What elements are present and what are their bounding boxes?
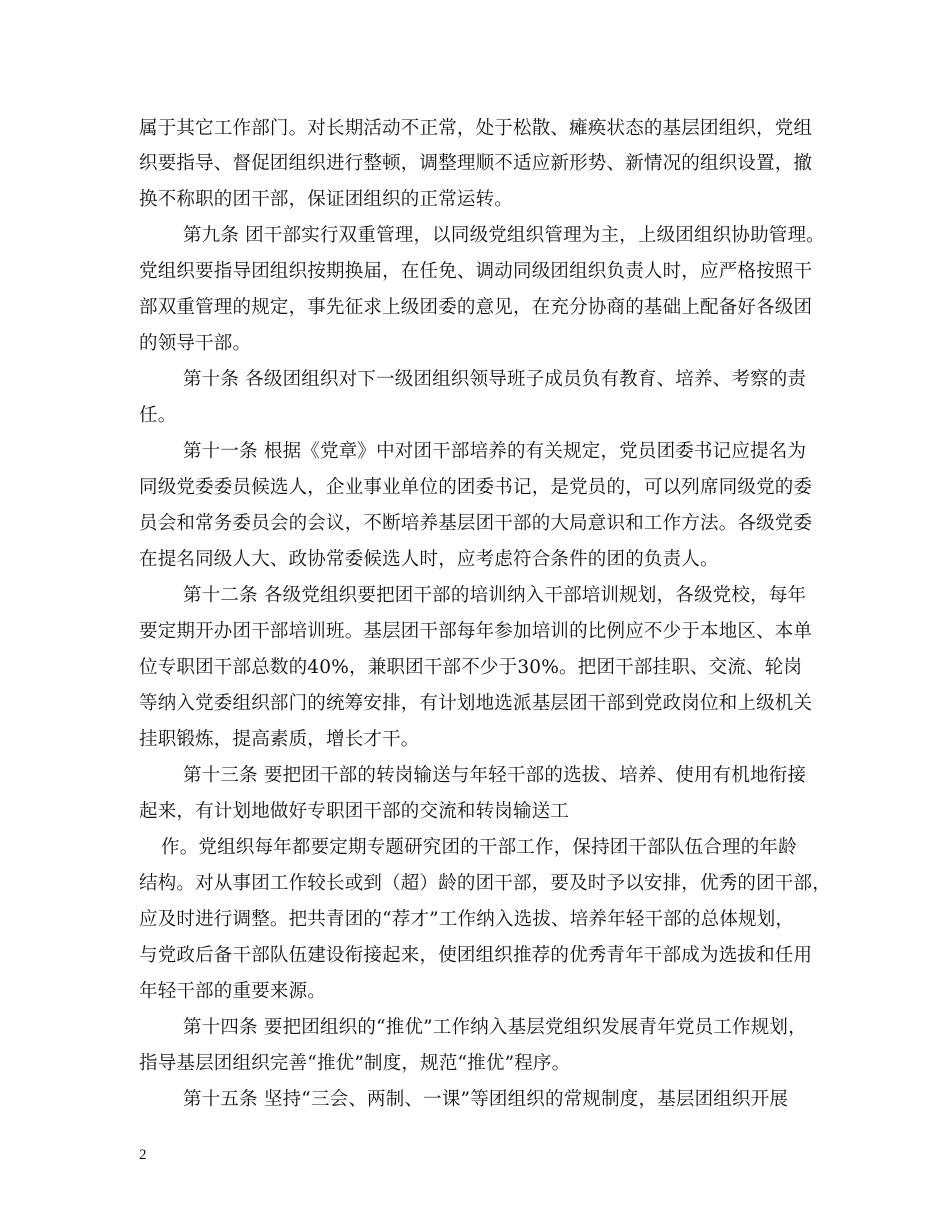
text-line: 指导基层团组织完善“推优”制度，规范“推优”程序。 [139,1053,571,1074]
text-line: 要定期开办团干部培训班。基层团干部每年参加培训的比例应不少于本地区、本单 [139,621,813,642]
text-line: 第十三条 要把团干部的转岗输送与年轻干部的选拔、培养、使用有机地衔接 [183,765,807,786]
text-line: 织要指导、督促团组织进行整顿，调整理顺不适应新形势、新情况的组织设置，撤 [139,153,813,174]
text-line: 任。 [139,405,177,426]
text-line: 起来，有计划地做好专职团干部的交流和转岗输送工 [139,801,570,822]
page-number: 2 [139,1147,147,1163]
text-line: 属于其它工作部门。对长期活动不正常，处于松散、瘫痪状态的基层团组织，党组 [139,118,813,139]
text-line: 第十一条 根据《党章》中对团干部培养的有关规定，党员团委书记应提名为 [183,441,807,462]
text-line: 员会和常务委员会的会议，不断培养基层团干部的大局意识和工作方法。各级党委 [139,513,813,534]
text-line: 等纳入党委组织部门的统筹安排，有计划地选派基层团干部到党政岗位和上级机关 [139,693,813,714]
text-line: 年轻干部的重要来源。 [139,981,327,1002]
text-line: 应及时进行调整。把共青团的“荐才”工作纳入选拔、培养年轻干部的总体规划， [139,909,795,930]
text-line: 第十二条 各级党组织要把团干部的培训纳入干部培训规划，各级党校，每年 [183,585,807,606]
text-line: 与党政后备干部队伍建设衔接起来，使团组织推荐的优秀青年干部成为选拔和任用 [139,945,813,966]
text-line: 第十四条 要把团组织的“推优”工作纳入基层党组织发展青年党员工作规划， [183,1017,807,1038]
text-line: 第九条 团干部实行双重管理，以同级党组织管理为主，上级团组织协助管理。 [183,225,825,246]
text-line: 在提名同级人大、政协常委候选人时，应考虑符合条件的团的负责人。 [139,549,719,570]
text-line: 党组织要指导团组织按期换届，在任免、调动同级团组织负责人时，应严格按照干 [139,261,813,282]
text-line: 换不称职的团干部，保证团组织的正常运转。 [139,189,514,210]
text-line: 挂职锻炼，提高素质，增长才干。 [139,729,420,750]
text-line: 作。党组织每年都要定期专题研究团的干部工作，保持团干部队伍合理的年龄 [161,837,797,858]
text-line: 第十五条 坚持“三会、两制、一课”等团组织的常规制度，基层团组织开展 [183,1089,789,1110]
text-line: 结构。对从事团工作较长或到（超）龄的团干部，要及时予以安排，优秀的团干部， [139,873,831,894]
text-line: 同级党委委员候选人，企业事业单位的团委书记，是党员的，可以列席同级党的委 [139,477,813,498]
text-line: 部双重管理的规定，事先征求上级团委的意见，在充分协商的基础上配备好各级团 [139,297,813,318]
text-line: 位专职团干部总数的40%，兼职团干部不少于30%。把团干部挂职、交流、轮岗 [139,657,803,678]
text-line: 的领导干部。 [139,333,252,354]
text-line: 第十条 各级团组织对下一级团组织领导班子成员负有教育、培养、考察的责 [183,369,807,390]
